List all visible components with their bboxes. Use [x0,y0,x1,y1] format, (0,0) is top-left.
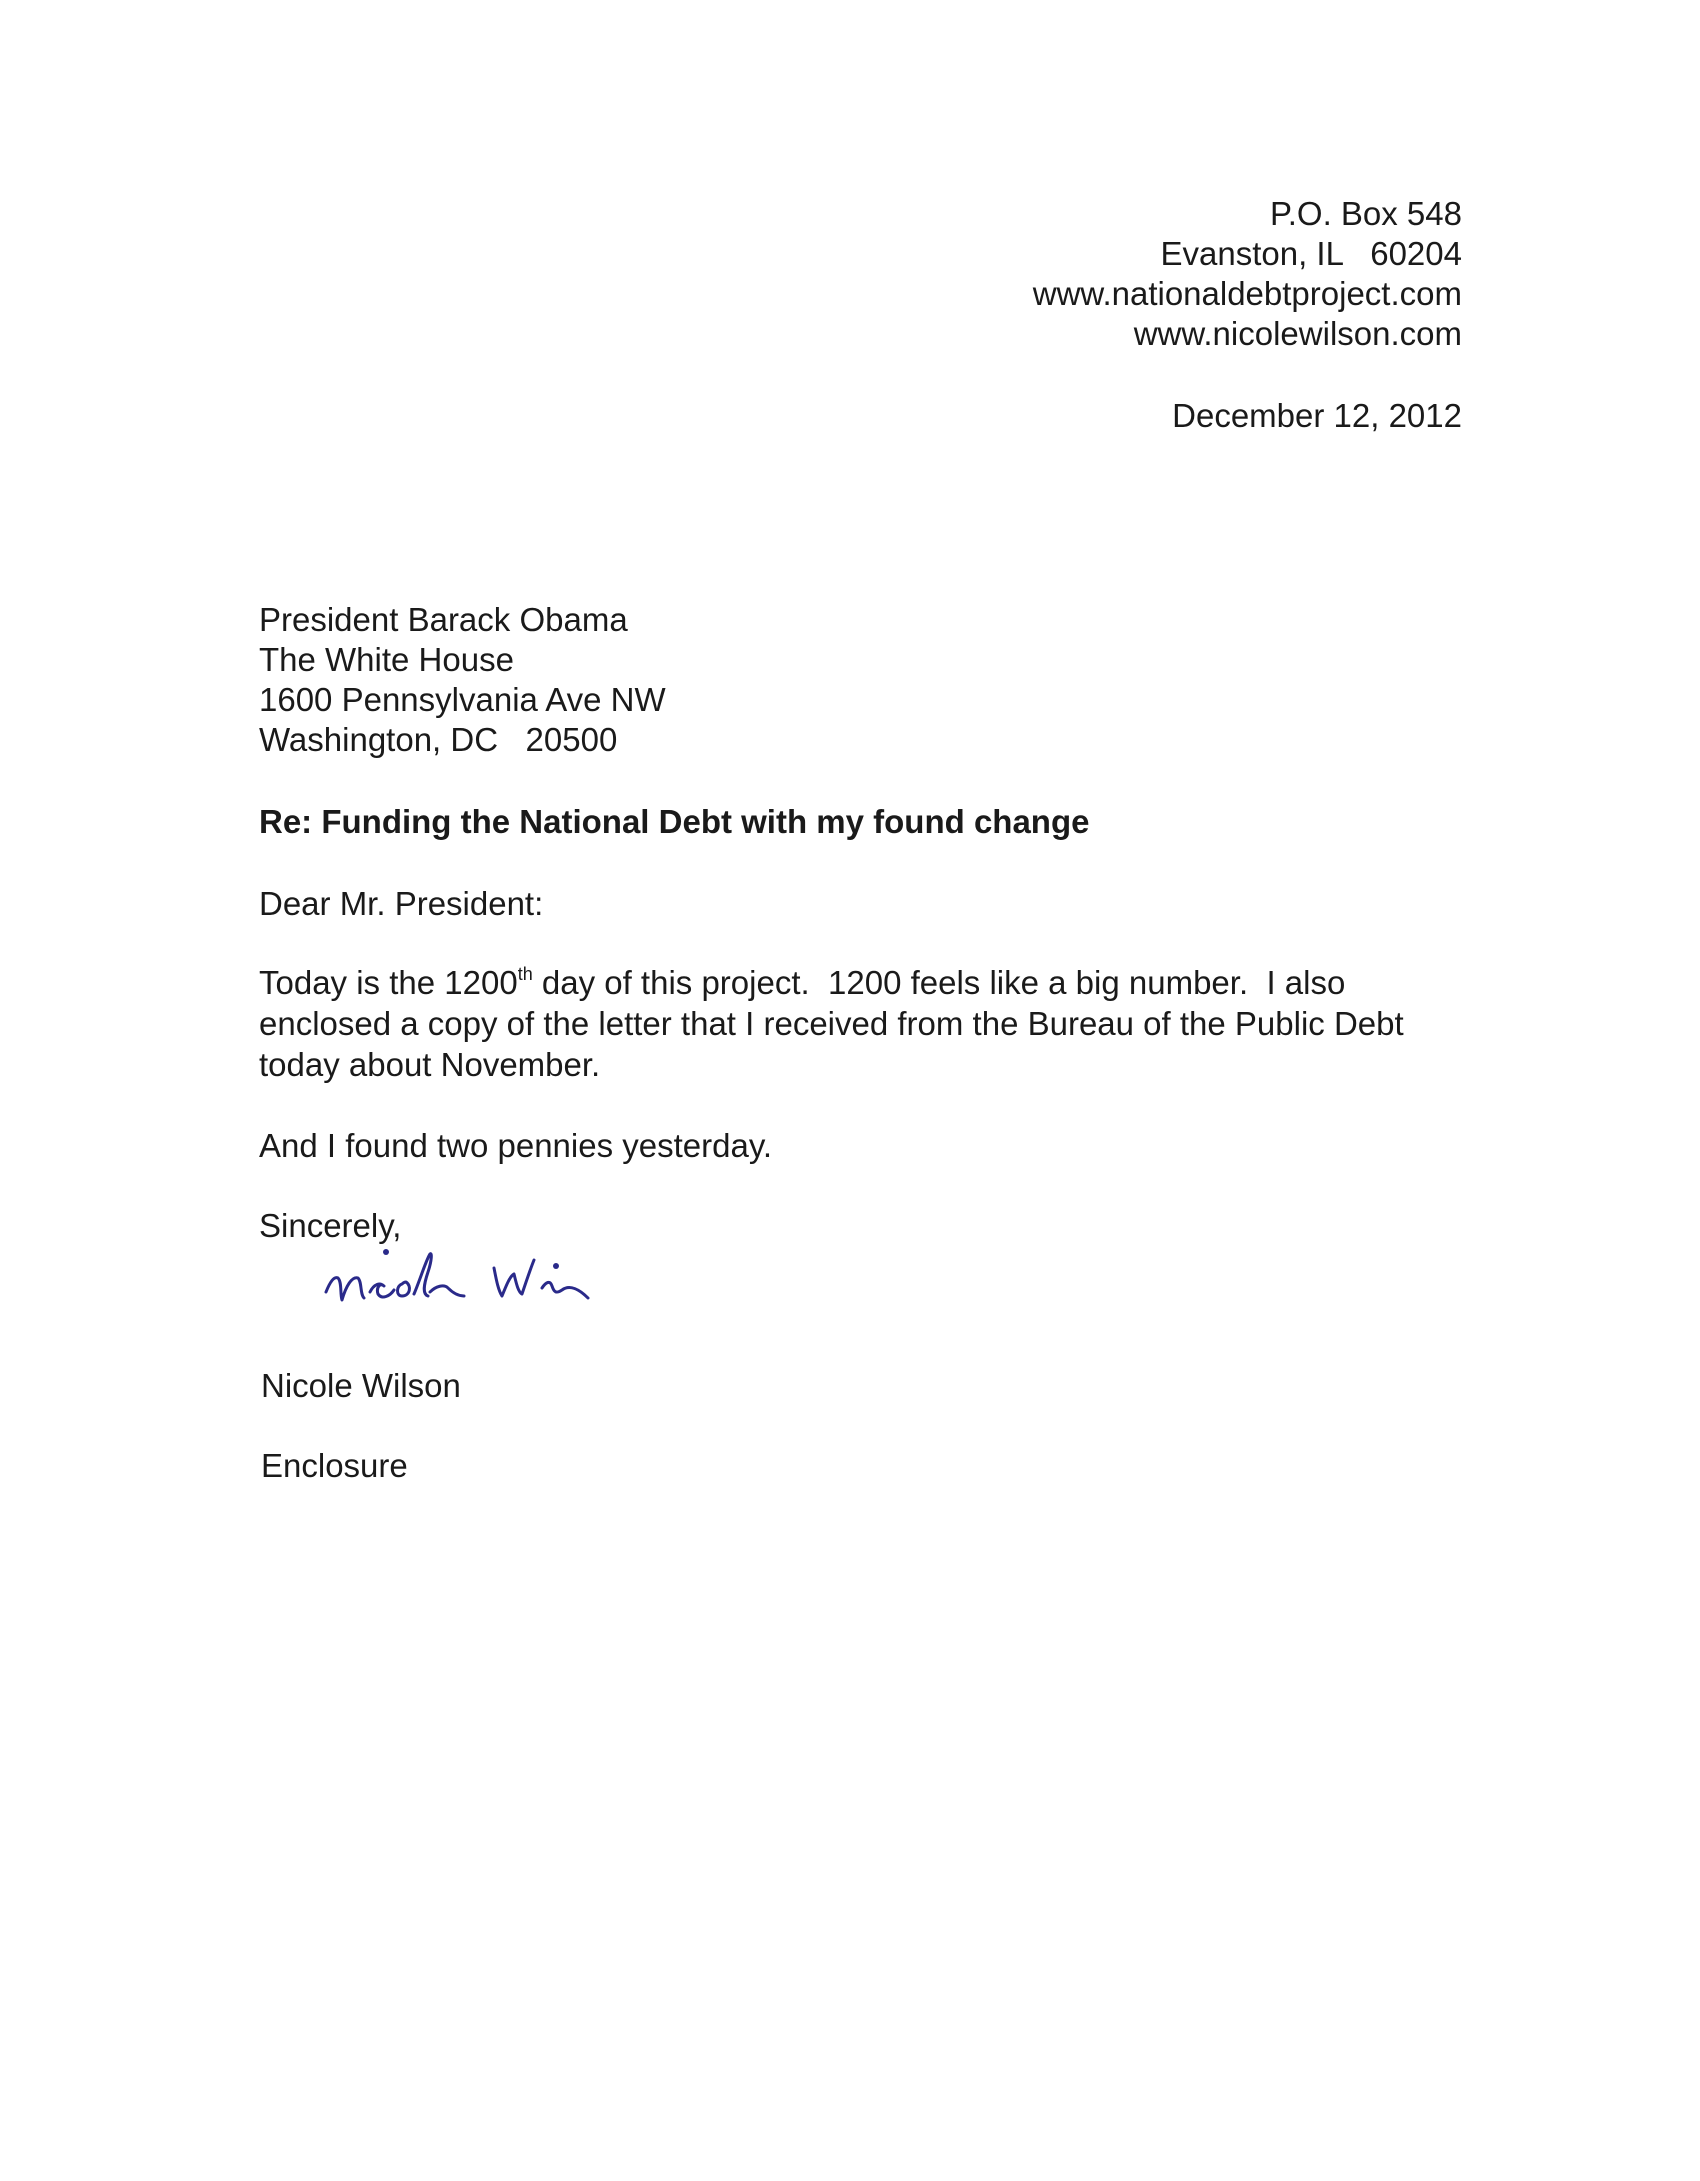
letter-date: December 12, 2012 [1172,397,1462,434]
body-paragraph-1-line-3: today about November. [259,1046,601,1083]
body-paragraph-1-line-2: enclosed a copy of the letter that I received from the Bureau of the Public Debt [259,1005,1404,1042]
sender-po-box: P.O. Box 548 [1269,195,1462,232]
subject-line: Re: Funding the National Debt with my found change [259,803,1090,840]
body-paragraph-2: And I found two pennies yesterday. [259,1127,773,1164]
body-text-segment: Today is the 1200 [259,964,518,1001]
enclosure-notation: Enclosure [261,1447,408,1484]
recipient-street: 1600 Pennsylvania Ave NW [259,681,666,718]
handwritten-signature-icon [318,1230,718,1320]
sender-city-state-zip: Evanston, IL 60204 [1160,235,1462,272]
sender-address [1033,194,1462,354]
body-paragraph-1-line-1 [259,962,1439,1003]
sender-website-national-debt: www.nationaldebtproject.com [1032,275,1462,312]
closing: Sincerely, [259,1207,402,1244]
salutation: Dear Mr. President: [259,885,544,922]
sender-website-nicole-wilson: www.nicolewilson.com [1133,315,1462,352]
body-paragraph-1 [259,962,1439,1085]
body-text-segment: day of this project. 1200 feels like a big number. I also [532,964,1346,1001]
signer-name: Nicole Wilson [261,1367,461,1404]
recipient-address [259,600,666,760]
recipient-city-state-zip: Washington, DC 20500 [259,721,618,758]
ordinal-suffix: th [517,964,533,984]
recipient-organization: The White House [259,641,514,678]
recipient-name: President Barack Obama [259,601,628,638]
